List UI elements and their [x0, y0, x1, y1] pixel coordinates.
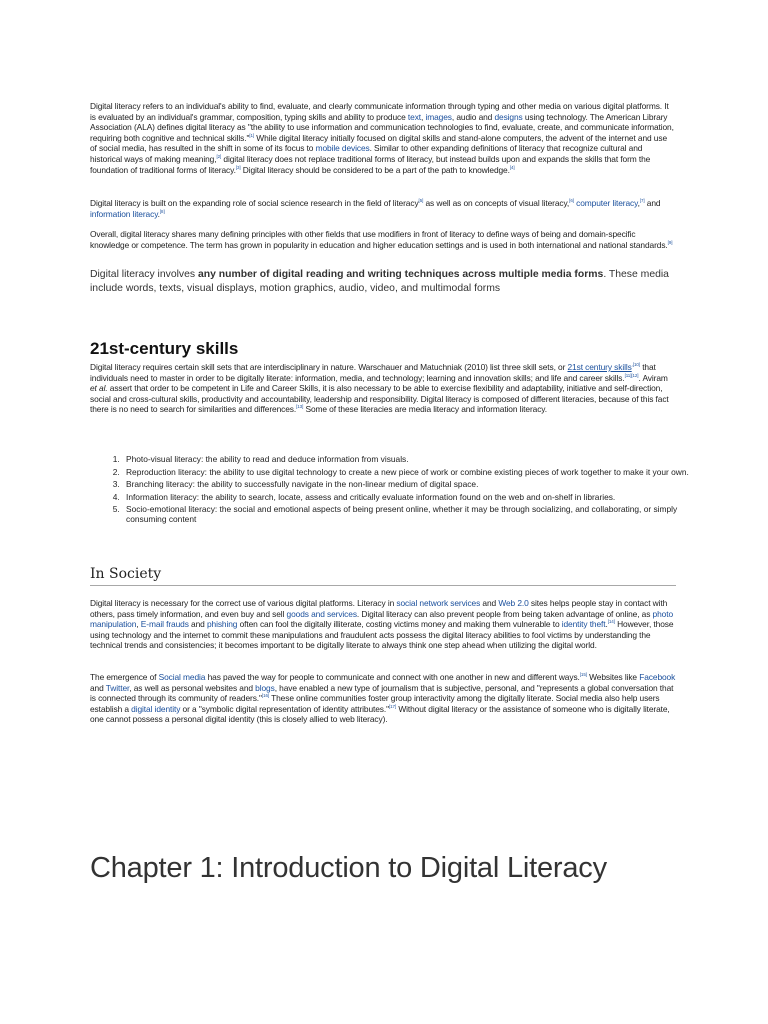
- text: and: [480, 598, 499, 608]
- text: Overall, digital literacy shares many defining principles with other fields that use modifiers in front of literacy to define ways of being and domain-specific knowledge or competence. The term has grown in popularity in education and higher education settings and is used in both international and national standards.: [90, 229, 668, 250]
- text: Without digital literacy or the assistance of someone who is digitally literate, one cannot possess a personal digital identity (this is closely allied to web literacy).: [90, 703, 670, 725]
- text: and: [90, 682, 106, 693]
- intro-paragraph-4: [90, 268, 676, 296]
- text: .: [605, 619, 608, 630]
- skills-paragraph: [90, 362, 676, 415]
- section-heading-in-society: In Society: [90, 566, 162, 582]
- citation-ref[interactable]: [15]: [579, 672, 587, 678]
- citation-ref[interactable]: [4]: [509, 164, 515, 170]
- text: . Aviram: [638, 372, 668, 383]
- section-heading-21st-century-skills: 21st-century skills: [90, 339, 239, 358]
- text: and: [644, 198, 661, 208]
- text: Some of these literacies are media literacy and information literacy.: [303, 404, 547, 415]
- link-digital-identity[interactable]: digital identity: [131, 703, 181, 714]
- text: often can fool the digitally illiterate, costing victims money and making them vulnerable to: [237, 619, 562, 630]
- text: using technology. The American Library Association (ALA) defines digital literacy as "the ability to use information and communication technologies to find, evaluate, create, and communicate information, requiring both cognitive and technical skills.": [90, 111, 674, 143]
- text: However, those using technology and the internet to commit these manipulations and fraudulent acts possess the digital literacy abilities to fool victims by understanding the technical trends and consistencies; it becomes important to be digitally literate to always think one step ahead when utilizing the digital world.: [90, 619, 674, 651]
- link-identity-theft[interactable]: identity theft: [561, 619, 606, 630]
- text: The emergence of: [90, 672, 159, 682]
- citation-ref[interactable]: [9]: [667, 239, 673, 245]
- link-web-2-0[interactable]: Web 2.0: [498, 598, 529, 608]
- text: ,: [637, 198, 640, 208]
- citation-ref[interactable]: [13]: [296, 404, 304, 410]
- list-item: 2. Reproduction literacy: the ability to use digital technology to create a new piece of work or combine existing pieces of work together to make it your own.: [122, 468, 702, 478]
- link-social-network-services[interactable]: social network services: [396, 598, 481, 608]
- link-social-media[interactable]: Social media: [158, 672, 206, 682]
- citation-ref[interactable]: [17]: [389, 703, 397, 709]
- list-item: 3. Branching literacy: the ability to successfully navigate in the non-linear medium of digital space.: [122, 480, 702, 490]
- text: Digital literacy is necessary for the correct use of various digital platforms. Literacy in: [90, 598, 397, 608]
- intro-paragraph-3: [90, 229, 676, 250]
- text: digital literacy does not replace traditional forms of literacy, but instead builds upon and expands the skills that form the foundation of traditional forms of literacy.: [90, 153, 651, 175]
- link-photo-manipulation[interactable]: photo manipulation: [90, 608, 674, 630]
- text: Websites like: [586, 672, 640, 682]
- text: These online communities foster group interactivity among the digitally literate. Social media also help users establish a: [90, 693, 660, 714]
- text: . Digital literacy can also prevent people from being taken advantage of online, as: [356, 608, 653, 619]
- text: .: [157, 208, 160, 219]
- italic-text: et al.: [90, 383, 108, 394]
- list-item: 5. Socio-emotional literacy: the social and emotional aspects of being present online, whether it may be through socializing, and collaborating, or simply consuming content: [122, 505, 702, 524]
- text: Digital literacy should be considered to be a part of the path to knowledge.: [240, 164, 510, 175]
- link-phishing[interactable]: phishing: [206, 619, 238, 630]
- text: Digital literacy refers to an individual's ability to find, evaluate, and clearly communicate information through typing and other media on various digital platforms. It is evaluated by an individual's grammar, composition, typing skills and ability to produce: [90, 101, 669, 122]
- link-mobile-devices[interactable]: mobile devices: [315, 143, 370, 154]
- link-twitter[interactable]: Twitter: [105, 682, 130, 693]
- society-paragraph-2: [90, 672, 676, 725]
- intro-paragraph-1: [90, 101, 676, 175]
- citation-ref[interactable]: [11][12]: [624, 372, 639, 378]
- text: Digital literacy requires certain skill sets that are interdisciplinary in nature. Warschauer and Matuchniak (2010) list three skill sets, or: [90, 362, 568, 372]
- text: or a "symbolic digital representation of identity attributes.": [180, 703, 389, 714]
- text: , as well as personal websites and: [129, 682, 256, 693]
- link-text[interactable]: text: [407, 111, 422, 122]
- citation-ref[interactable]: [1]: [249, 132, 255, 138]
- link-computer-literacy[interactable]: computer literacy: [576, 198, 638, 208]
- text: sites helps people stay in contact with others, pass timely information, and even buy and sell: [90, 598, 668, 619]
- bold-text: any number of digital reading and writing techniques across multiple media forms: [198, 269, 604, 280]
- text: , audio and: [451, 111, 495, 122]
- citation-ref[interactable]: [3]: [235, 164, 241, 170]
- list-item: 4. Information literacy: the ability to search, locate, assess and critically evaluate information found on the web and on-shelf in libraries.: [122, 493, 702, 503]
- text: Digital literacy is built on the expanding role of social science research in the field of literacy: [90, 198, 419, 208]
- link-images[interactable]: images: [425, 111, 452, 122]
- text: ,: [421, 111, 426, 122]
- citation-ref[interactable]: ,[10]: [631, 362, 640, 368]
- text: Digital literacy involves: [90, 269, 198, 280]
- society-paragraph-1: [90, 598, 676, 651]
- link-21st-century-skills[interactable]: 21st century skills: [567, 362, 632, 372]
- text: While digital literacy initially focused on digital skills and stand-alone computers, the advent of the internet and use of social media, has resulted in the shift in some of its focus to: [90, 132, 668, 154]
- list-item: 1. Photo-visual literacy: the ability to read and deduce information from visuals.: [122, 455, 702, 465]
- link-information-literacy[interactable]: information literacy: [90, 208, 158, 219]
- text: assert that order to be competent in Life and Career Skills, it is also necessary to be able to exercise flexibility and adaptability, initiative and self-direction, social and cross-cultural skills, productivity and accountability, leadership and responsibility. Digital literacy is composed of different literacies, because of this fact there is no need to search for similarities and differences.: [90, 383, 669, 415]
- citation-ref[interactable]: [16]: [261, 693, 270, 699]
- literacy-types-list: [96, 455, 702, 528]
- chapter-title: Chapter 1: Introduction to Digital Literacy: [90, 852, 607, 884]
- link-blogs[interactable]: blogs: [255, 682, 275, 693]
- link-goods-and-services[interactable]: goods and services: [286, 608, 357, 619]
- section-divider: [90, 585, 676, 586]
- text: as well as on concepts of visual literacy,: [423, 198, 570, 208]
- text: ,: [136, 619, 141, 630]
- text: . These media include words, texts, visual displays, motion graphics, audio, video, and multimodal forms: [90, 269, 669, 294]
- citation-ref[interactable]: [6]: [569, 198, 574, 204]
- citation-ref[interactable]: [7]: [639, 198, 645, 204]
- link-email-frauds[interactable]: E-mail frauds: [140, 619, 189, 630]
- text: , have enabled a new type of journalism that is subjective, personal, and "represents a global conversation that is connected through its community of readers.": [90, 682, 674, 704]
- text: . Similar to other expanding definitions of literacy that recognize cultural and historical ways of making meaning,: [90, 143, 643, 164]
- link-facebook[interactable]: Facebook: [639, 672, 676, 682]
- intro-paragraph-2: [90, 198, 676, 219]
- citation-ref[interactable]: [14]: [607, 619, 615, 625]
- citation-ref[interactable]: [2]: [216, 154, 222, 160]
- citation-ref[interactable]: [8]: [159, 208, 165, 214]
- link-designs[interactable]: designs: [494, 111, 523, 122]
- citation-ref[interactable]: [5]: [418, 198, 424, 204]
- text: and: [188, 619, 207, 630]
- text: that individuals need to master in order to be digitally literate: information, media, and technology; learning and innovation skills; and life and career skills.: [90, 362, 656, 383]
- text: has paved the way for people to communicate and connect with one another in new and different ways.: [205, 672, 580, 682]
